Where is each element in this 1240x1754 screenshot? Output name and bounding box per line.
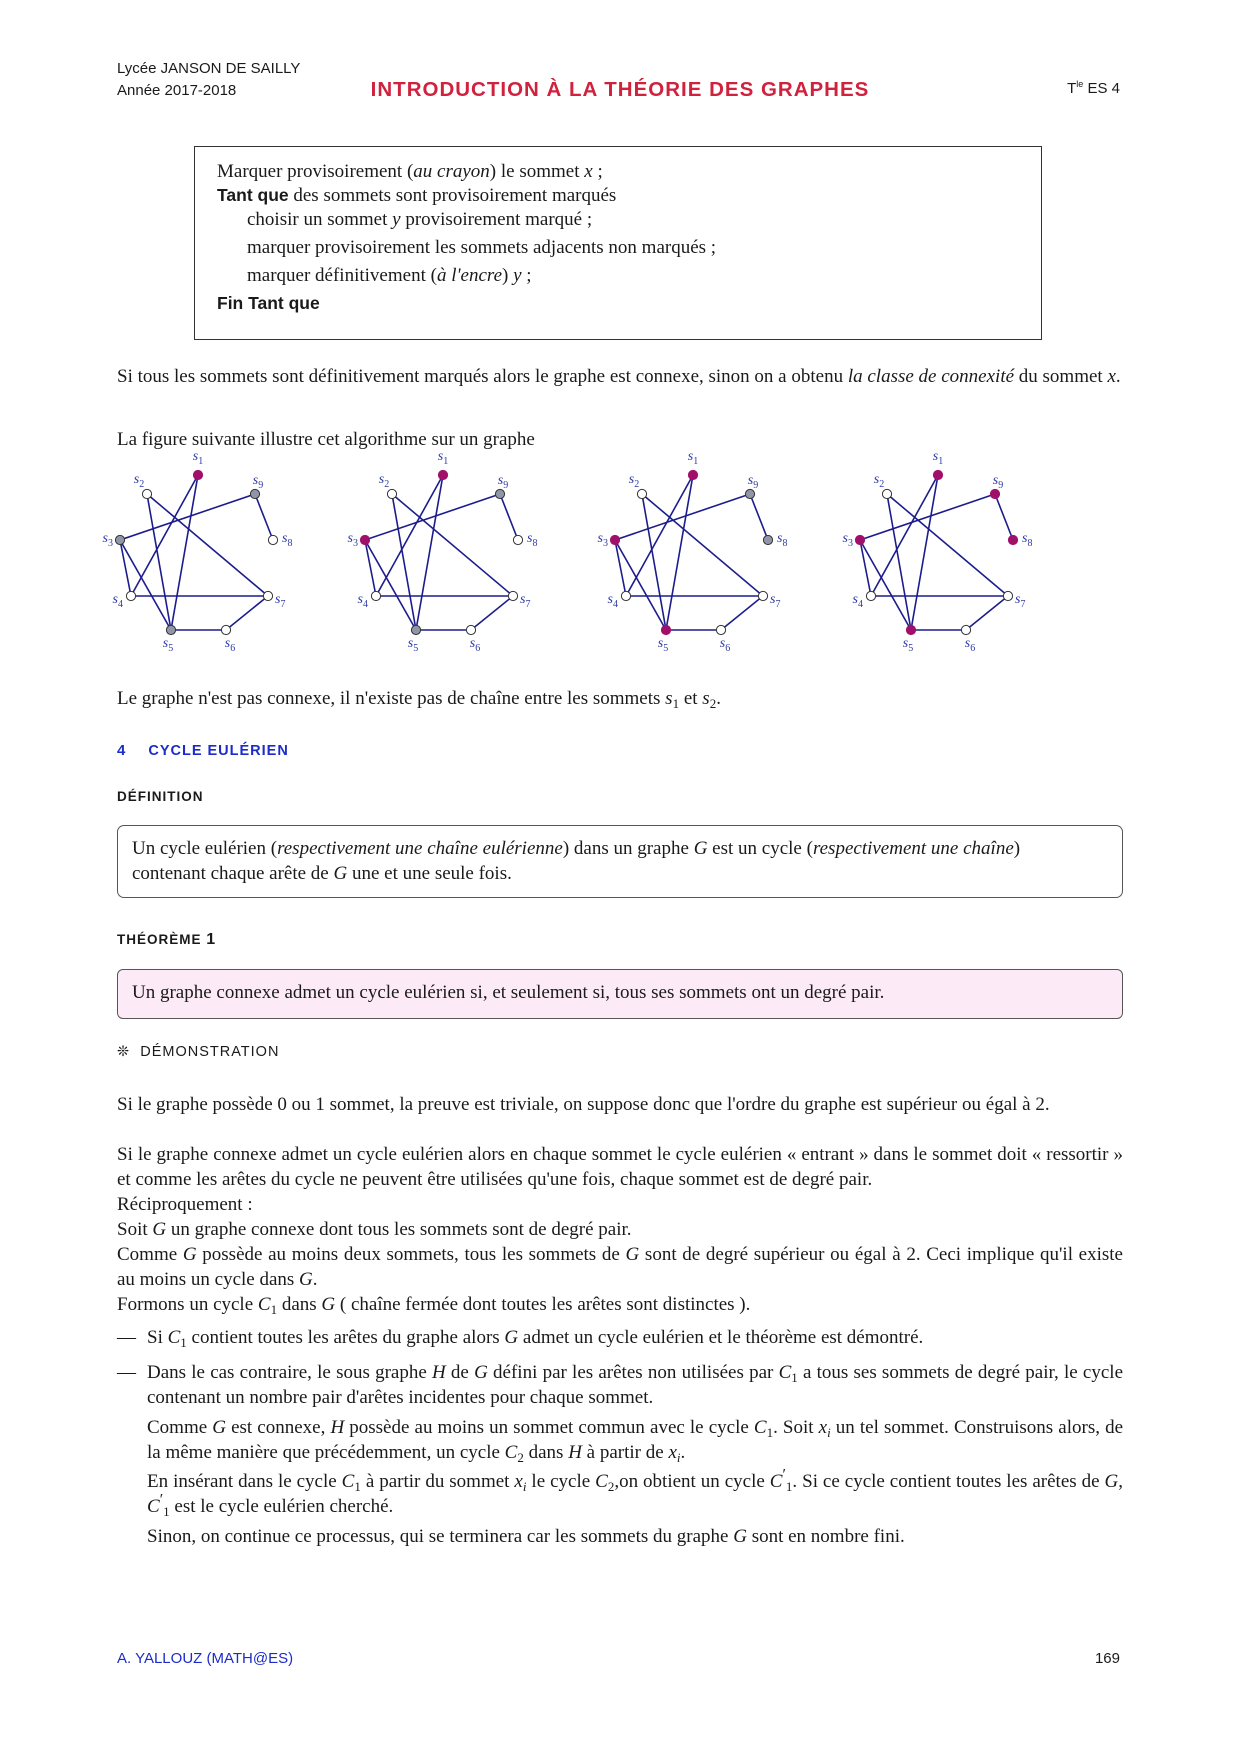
vertex-s2: [387, 489, 396, 498]
vertex-s6: [466, 625, 475, 634]
vertex-s1: [438, 470, 447, 479]
edge-s6-s7: [721, 596, 763, 630]
edge-s6-s7: [471, 596, 513, 630]
definition-line-2: contenant chaque arête de G une et une seule fois.: [132, 863, 512, 884]
footer-author: A. YALLOUZ (MATH@ES): [117, 1650, 294, 1667]
vertex-s3: [115, 535, 124, 544]
vertex-s5: [166, 625, 175, 634]
vertex-label-s1: $s_1$: [437, 449, 449, 467]
vertex-label-s6: $s_6$: [469, 636, 481, 654]
proof-p6: Formons un cycle $C_1$ dans G ( chaîne fermée dont toutes les arêtes sont distinctes ).: [117, 1294, 751, 1317]
vertex-label-s9: $s_9$: [252, 473, 264, 491]
vertex-s7: [508, 591, 517, 600]
class-label: $T^{le}$ ES 4: [1067, 79, 1120, 97]
proof-bullet-2-cont-1: Comme G est connexe, H possède au moins un sommet commun avec le cycle $C_1$. Soit $x_i$ un tel sommet. Construisons alors, de la même manière que précédemment, un cycle $C_2$ dans H à partir de $x_i$.: [147, 1417, 1123, 1465]
vertex-s4: [866, 591, 875, 600]
vertex-s5: [411, 625, 420, 634]
vertex-label-s3: $s_3$: [347, 531, 358, 549]
vertex-s2: [142, 489, 151, 498]
theorem-text: Un graphe connexe admet un cycle eulérien si, et seulement si, tous ses sommets ont un degré pair.: [132, 982, 885, 1003]
section-heading: 4 CYCLE EULÉRIEN: [117, 742, 289, 759]
vertex-label-s7: $s_7$: [520, 592, 531, 610]
graph-panel-1: [103, 449, 293, 654]
vertex-label-s9: $s_9$: [747, 473, 759, 491]
proof-bullet-2-cont-3: Sinon, on continue ce processus, qui se terminera car les sommets du graphe G sont en nombre fini.: [147, 1526, 905, 1547]
vertex-label-s6: $s_6$: [964, 636, 976, 654]
edge-s8-s9: [750, 494, 768, 540]
vertex-label-s3: $s_3$: [597, 531, 608, 549]
vertex-s6: [716, 625, 725, 634]
algo-line-5: marquer définitivement (à l'encre) y ;: [247, 265, 532, 286]
page-number: 169: [1094, 1650, 1120, 1667]
proof-bullet-2: — Dans le cas contraire, le sous graphe H de G défini par les arêtes non utilisées par $C_1$ a tous ses sommets de degré pair, le cycle contenant un nombre pair d'arêtes incidentes pour chaque sommet.: [117, 1362, 1124, 1408]
vertex-label-s7: $s_7$: [770, 592, 781, 610]
edge-s2-s7: [147, 494, 268, 596]
algorithm-box: [194, 146, 1042, 340]
asterisk-icon: ❊: [117, 1044, 131, 1060]
proof-p4: Soit G un graphe connexe dont tous les sommets sont de degré pair.: [117, 1219, 632, 1240]
vertex-label-s6: $s_6$: [224, 636, 236, 654]
vertex-label-s5: $s_5$: [657, 636, 669, 654]
vertex-s2: [637, 489, 646, 498]
edge-s2-s7: [887, 494, 1008, 596]
paragraph-connexity: Si tous les sommets sont définitivement marqués alors le graphe est connexe, sinon on a obtenu la classe de connexité du sommet x.: [117, 366, 1121, 387]
vertex-label-s3: $s_3$: [842, 531, 853, 549]
vertex-label-s1: $s_1$: [932, 449, 944, 467]
edge-s8-s9: [995, 494, 1013, 540]
vertex-s1: [933, 470, 942, 479]
vertex-label-s4: $s_4$: [112, 592, 123, 610]
vertex-s7: [758, 591, 767, 600]
vertex-label-s3: $s_3$: [102, 531, 113, 549]
vertex-s7: [263, 591, 272, 600]
vertex-label-s1: $s_1$: [687, 449, 699, 467]
vertex-label-s8: $s_8$: [1022, 531, 1033, 549]
page-title: INTRODUCTION À LA THÉORIE DES GRAPHES: [370, 78, 870, 101]
edge-s6-s7: [966, 596, 1008, 630]
vertex-s7: [1003, 591, 1012, 600]
vertex-label-s5: $s_5$: [902, 636, 914, 654]
vertex-label-s4: $s_4$: [607, 592, 618, 610]
vertex-label-s6: $s_6$: [719, 636, 731, 654]
algo-line-3: choisir un sommet y provisoirement marqué ;: [247, 209, 593, 230]
graph-panel-4: [843, 449, 1033, 654]
paragraph-not-connected: Le graphe n'est pas connexe, il n'existe pas de chaîne entre les sommets $s_1$ et $s_2$.: [117, 688, 721, 711]
vertex-s1: [688, 470, 697, 479]
vertex-label-s8: $s_8$: [777, 531, 788, 549]
graph-figure: [102, 449, 1120, 680]
vertex-s6: [961, 625, 970, 634]
definition-line-1: Un cycle eulérien (respectivement une chaîne eulérienne) dans un graphe G est un cycle (respectivement une chaîne): [132, 838, 1021, 859]
vertex-s8: [1008, 535, 1017, 544]
vertex-s8: [513, 535, 522, 544]
algo-line-1: Marquer provisoirement (au crayon) le sommet x ;: [217, 161, 603, 182]
algo-line-2: Tant que des sommets sont provisoirement marqués: [217, 185, 617, 206]
vertex-label-s9: $s_9$: [497, 473, 509, 491]
vertex-label-s8: $s_8$: [282, 531, 293, 549]
edge-s8-s9: [500, 494, 518, 540]
vertex-label-s9: $s_9$: [992, 473, 1004, 491]
vertex-label-s8: $s_8$: [527, 531, 538, 549]
vertex-s4: [126, 591, 135, 600]
theorem-box: [117, 969, 1123, 1019]
vertex-s3: [855, 535, 864, 544]
definition-box: [117, 825, 1123, 898]
vertex-s8: [763, 535, 772, 544]
vertex-s3: [610, 535, 619, 544]
proof-bullet-2-cont-2: En insérant dans le cycle $C_1$ à partir du sommet $x_i$ le cycle $C_2,on$ obtient un cycle $C'_1$. Si ce cycle contient toutes les arêtes de G, $C'_1$ est le cycle eulérien cherché.: [147, 1466, 1123, 1519]
graph-panel-2: [348, 449, 538, 654]
proof-bullet-1: — Si $C_1$ contient toutes les arêtes du graphe alors G admet un cycle eulérien et le théorème est démontré.: [117, 1327, 924, 1350]
edge-s2-s7: [642, 494, 763, 596]
vertex-label-s7: $s_7$: [1015, 592, 1026, 610]
vertex-s5: [906, 625, 915, 634]
graph-panel-3: [598, 449, 788, 654]
vertex-label-s5: $s_5$: [407, 636, 419, 654]
algo-line-4: marquer provisoirement les sommets adjacents non marqués ;: [247, 237, 717, 258]
vertex-s8: [268, 535, 277, 544]
vertex-label-s2: $s_2$: [378, 472, 390, 490]
vertex-s5: [661, 625, 670, 634]
paragraph-figure-intro: La figure suivante illustre cet algorithme sur un graphe: [117, 429, 535, 450]
vertex-s6: [221, 625, 230, 634]
vertex-label-s2: $s_2$: [133, 472, 145, 490]
proof-p2: Si le graphe connexe admet un cycle eulérien alors en chaque sommet le cycle eulérien « entrant » dans le sommet doit « ressortir » et comme les arêtes du cycle ne peuvent être utilisées qu'une fois, chaque sommet est de degré pair.: [117, 1144, 1123, 1190]
vertex-label-s4: $s_4$: [357, 592, 368, 610]
definition-label: DÉFINITION: [117, 789, 204, 804]
theorem-label: THÉORÈME 1: [117, 931, 217, 948]
edge-s6-s7: [226, 596, 268, 630]
vertex-s1: [193, 470, 202, 479]
vertex-label-s4: $s_4$: [852, 592, 863, 610]
vertex-label-s5: $s_5$: [162, 636, 174, 654]
algo-line-6: Fin Tant que: [217, 293, 320, 313]
vertex-label-s2: $s_2$: [873, 472, 885, 490]
proof-p3: Réciproquement :: [117, 1194, 253, 1215]
school-name: Lycée JANSON DE SAILLY: [117, 60, 301, 77]
vertex-s4: [621, 591, 630, 600]
demonstration-label: ❊ DÉMONSTRATION: [117, 1044, 280, 1060]
vertex-label-s1: $s_1$: [192, 449, 204, 467]
edge-s8-s9: [255, 494, 273, 540]
edge-s2-s7: [392, 494, 513, 596]
school-year: Année 2017-2018: [117, 82, 237, 99]
proof-p1: Si le graphe possède 0 ou 1 sommet, la preuve est triviale, on suppose donc que l'ordre du graphe est supérieur ou égal à 2.: [117, 1094, 1050, 1115]
vertex-s2: [882, 489, 891, 498]
vertex-label-s2: $s_2$: [628, 472, 640, 490]
vertex-s3: [360, 535, 369, 544]
vertex-label-s7: $s_7$: [275, 592, 286, 610]
proof-p5: Comme G possède au moins deux sommets, tous les sommets de G sont de degré supérieur ou égal à 2. Ceci implique qu'il existe au moins un cycle dans G.: [117, 1244, 1123, 1290]
vertex-s4: [371, 591, 380, 600]
